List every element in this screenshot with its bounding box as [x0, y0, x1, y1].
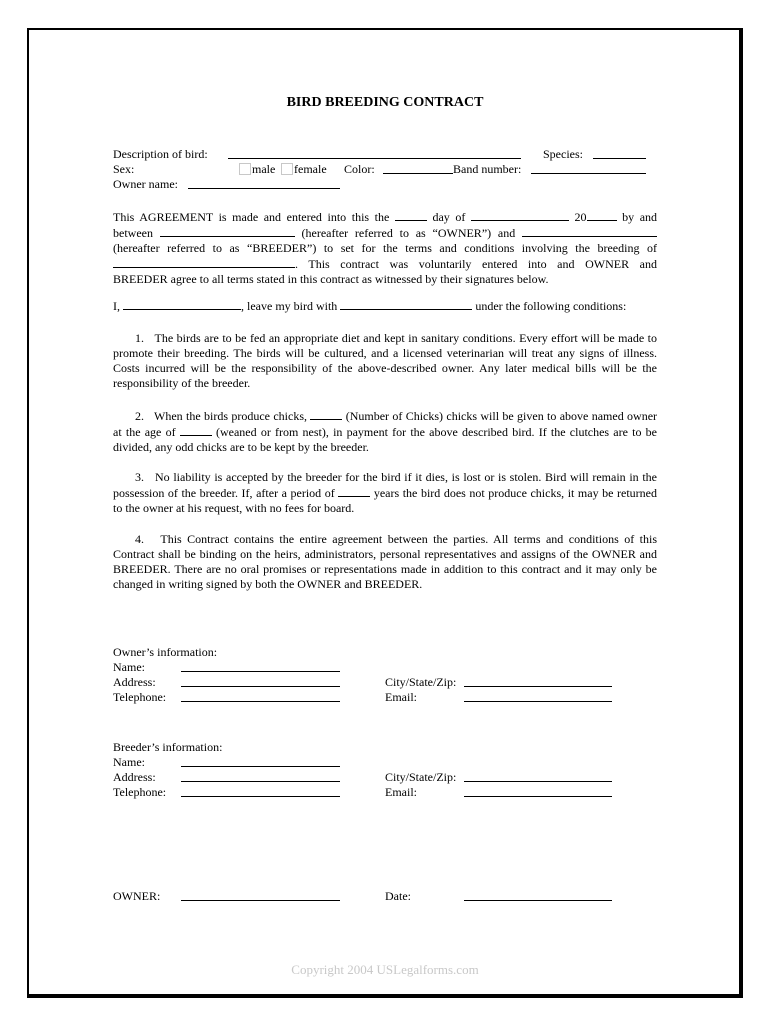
- owner-info-heading: Owner’s information:: [113, 645, 218, 659]
- chick-age-field[interactable]: [180, 424, 212, 436]
- agreement-paragraph: [113, 209, 657, 287]
- color-label: Color:: [344, 162, 375, 176]
- owner-address-field[interactable]: [181, 686, 340, 687]
- owner-city-field[interactable]: [464, 686, 612, 687]
- breeder-email-field[interactable]: [464, 796, 612, 797]
- agreement-year-field[interactable]: [587, 209, 617, 221]
- breeder-telephone-label: Telephone:: [113, 785, 167, 799]
- breeder-party-field[interactable]: [522, 225, 657, 237]
- date-label: Date:: [385, 889, 411, 903]
- species-label: Species:: [543, 147, 583, 161]
- owner-party-field[interactable]: [160, 225, 295, 237]
- agreement-line-5: BREEDER agree to all terms stated in this contract as witnessed by their signatures below.: [113, 272, 549, 286]
- owner-email-field[interactable]: [464, 701, 612, 702]
- agreement-line-1: This AGREEMENT is made and entered into this the day of 20 by and: [113, 210, 658, 224]
- agreement-line-2: between (hereafter referred to as “OWNER”) and: [113, 225, 657, 241]
- owner-name-info-label: Name:: [113, 660, 145, 674]
- breeder-email-label: Email:: [385, 785, 417, 799]
- breeder-address-field[interactable]: [181, 781, 340, 782]
- owner-signature-label: OWNER:: [113, 889, 161, 903]
- female-checkbox[interactable]: [281, 163, 293, 175]
- owner-name-label: Owner name:: [113, 177, 178, 191]
- male-option[interactable]: [239, 162, 275, 177]
- owner-telephone-field[interactable]: [181, 701, 340, 702]
- breeder-address-label: Address:: [113, 770, 156, 784]
- copyright-footer: Copyright 2004 USLegalforms.com: [291, 962, 479, 977]
- owner-name-field[interactable]: [188, 188, 340, 189]
- condition-2: 2. When the birds produce chicks, (Number of Chicks) chicks will be given to above named owner at the age of (weaned or from nest), in payment for the above described bird. If the clutches are to be divided, any odd chicks are to be kept by the breeder.: [113, 409, 658, 454]
- owner-leave-field[interactable]: [123, 298, 241, 310]
- female-option[interactable]: [281, 162, 327, 177]
- color-field[interactable]: [383, 173, 453, 174]
- date-field[interactable]: [464, 900, 612, 901]
- band-number-label: Band number:: [453, 162, 522, 176]
- agreement-line-3: (hereafter referred to as “BREEDER”) to set for the terms and conditions involving the breeding of: [113, 241, 657, 255]
- owner-city-label: City/State/Zip:: [385, 675, 457, 689]
- description-field[interactable]: [228, 158, 521, 159]
- breeder-telephone-field[interactable]: [181, 796, 340, 797]
- owner-address-label: Address:: [113, 675, 156, 689]
- owner-name-info-field[interactable]: [181, 671, 340, 672]
- agreement-day-field[interactable]: [395, 209, 427, 221]
- condition-1: 1. The birds are to be fed an appropriate diet and kept in sanitary conditions. Every effort will be made to promote their breeding. The birds will be cultured, and a licensed veterinarian will treat any signs of illness. Costs incurred will be the responsibility of the above-described owner. Any later medical bills will be the responsibility of the breeder.: [113, 331, 658, 390]
- agreement-line-4: . This contract was voluntarily entered into and OWNER and: [113, 256, 657, 272]
- agreement-month-field[interactable]: [471, 209, 569, 221]
- condition-3: 3. No liability is accepted by the breeder for the bird if it dies, is lost or is stolen. Bird will remain in the possession of the breeder. If, after a period of years the bird does not produce chicks, it may be returned to the owner at his request, with no fees for board.: [113, 470, 657, 515]
- leave-bird-line: I, , leave my bird with under the following conditions:: [113, 299, 627, 313]
- breeder-name-label: Name:: [113, 755, 145, 769]
- female-label: female: [294, 162, 327, 176]
- male-checkbox[interactable]: [239, 163, 251, 175]
- sex-label: Sex:: [113, 162, 135, 176]
- bird-breeding-field[interactable]: [113, 256, 295, 268]
- band-number-field[interactable]: [531, 173, 646, 174]
- number-of-chicks-field[interactable]: [310, 408, 342, 420]
- breeder-leave-field[interactable]: [340, 298, 472, 310]
- owner-email-label: Email:: [385, 690, 417, 704]
- breeder-name-field[interactable]: [181, 766, 340, 767]
- breeder-info-heading: Breeder’s information:: [113, 740, 223, 754]
- male-label: male: [252, 162, 276, 176]
- breeder-city-field[interactable]: [464, 781, 612, 782]
- breeder-city-label: City/State/Zip:: [385, 770, 457, 784]
- description-label: Description of bird:: [113, 147, 208, 161]
- condition-4: 4. This Contract contains the entire agreement between the parties. All terms and conditions of this Contract shall be binding on the heirs, administrators, personal representatives and assigns of the OWNER and BREEDER. There are no oral promises or representations made in addition to this contract and it may only be changed in writing signed by both the OWNER and BREEDER.: [113, 532, 657, 591]
- owner-telephone-label: Telephone:: [113, 690, 167, 704]
- years-period-field[interactable]: [338, 485, 370, 497]
- species-field[interactable]: [593, 158, 646, 159]
- document-title: BIRD BREEDING CONTRACT: [286, 95, 484, 110]
- owner-signature-field[interactable]: [181, 900, 340, 901]
